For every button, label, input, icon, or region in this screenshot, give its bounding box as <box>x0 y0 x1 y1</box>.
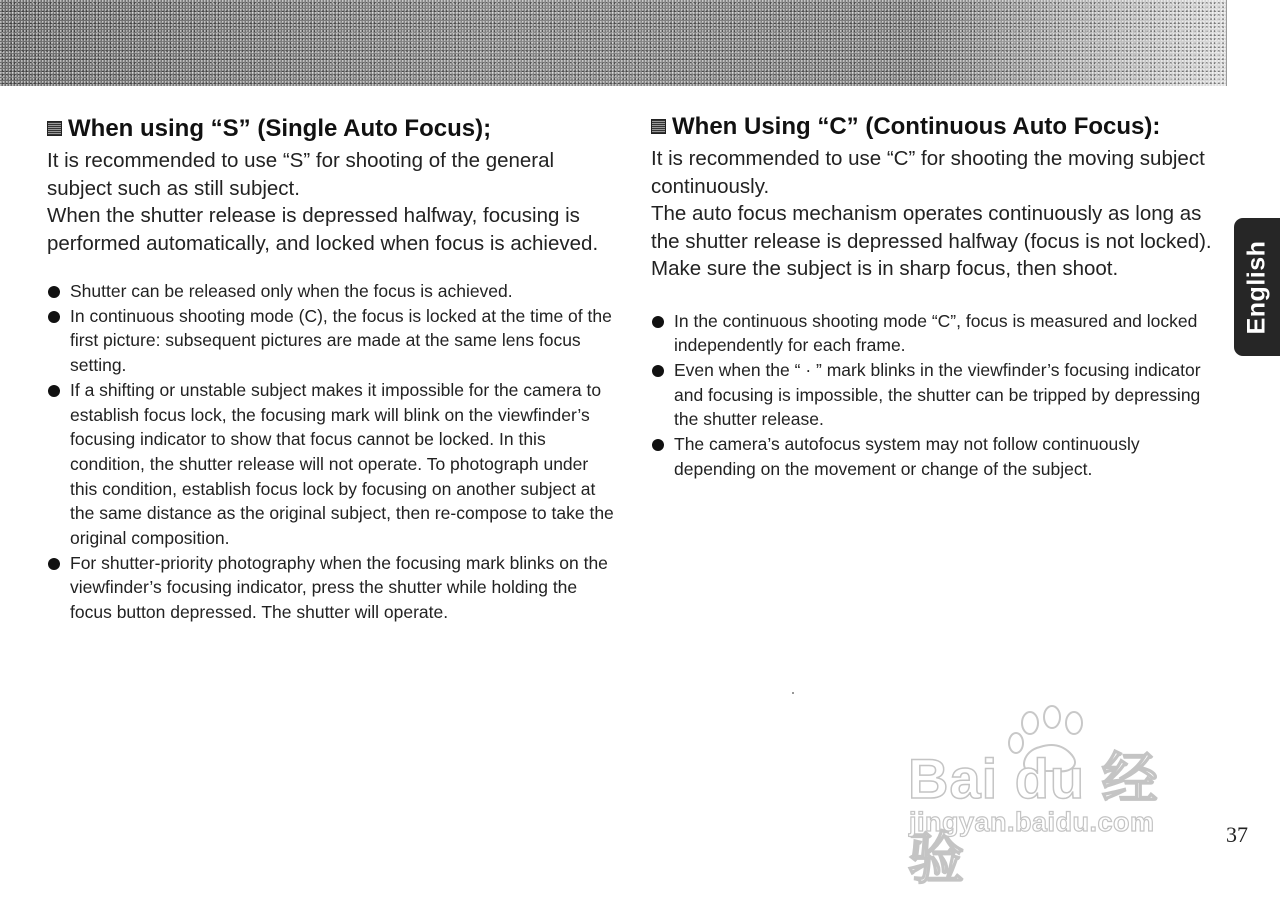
bullet-dot-icon <box>48 311 60 323</box>
intro-paragraph: It is recommended to use “C” for shooting the moving subject continuously. <box>651 147 1205 198</box>
intro-paragraph: The auto focus mechanism operates continuously as long as the shutter release is depressed halfway (focus is not locked). Make sure the subject is in sharp focus, then shoot. <box>651 202 1212 280</box>
list-item <box>651 432 1221 481</box>
note-list <box>651 309 1221 482</box>
square-bullet-icon <box>47 121 62 136</box>
section-single-auto-focus <box>47 112 617 625</box>
page-number: 37 <box>1226 822 1248 847</box>
list-item-text: In continuous shooting mode (C), the focus is locked at the time of the first picture: subsequent pictures are made at the same lens focus setting. <box>70 305 612 376</box>
language-tab-label: English <box>1242 240 1271 334</box>
bullet-dot-icon <box>48 558 60 570</box>
list-item <box>47 378 617 551</box>
list-item-text: Shutter can be released only when the focus is achieved. <box>70 281 513 301</box>
list-item-text: Even when the “ · ” mark blinks in the viewfinder’s focusing indicator and focusing is impossible, the shutter can be tripped by depressing the shutter release. <box>674 359 1201 430</box>
baidu-watermark <box>905 705 1205 890</box>
scan-speck <box>792 692 794 694</box>
list-item-text: If a shifting or unstable subject makes it impossible for the camera to establish focus lock, the focusing mark will blink on the viewfinder’s focusing indicator to show that focus cannot be locked. In this condition, the shutter release will not operate. To photograph under this condition, establish focus lock by focusing on another subject at the same distance as the original subject, then re-compose to take the original composition. <box>70 379 614 549</box>
list-item <box>47 551 617 625</box>
list-item-text: The camera’s autofocus system may not follow continuously depending on the movement or change of the subject. <box>674 434 1140 479</box>
section-heading-continuous-af <box>651 110 1221 143</box>
list-item <box>651 309 1221 358</box>
heading-text: When Using “C” (Continuous Auto Focus): <box>672 113 1161 140</box>
intro-paragraph: When the shutter release is depressed halfway, focusing is performed automatically, and locked when focus is achieved. <box>47 204 599 255</box>
language-side-tab <box>1234 218 1280 356</box>
square-bullet-icon <box>651 119 666 134</box>
bullet-dot-icon <box>652 439 664 451</box>
list-item-text: In the continuous shooting mode “C”, focus is measured and locked independently for each frame. <box>674 310 1198 356</box>
header-halftone-band <box>0 0 1227 86</box>
section-continuous-auto-focus <box>651 110 1221 481</box>
heading-text: When using “S” (Single Auto Focus); <box>68 115 492 142</box>
list-item <box>47 279 617 304</box>
section-heading-single-af <box>47 112 617 145</box>
list-item <box>651 358 1221 432</box>
intro-paragraph: It is recommended to use “S” for shooting of the general subject such as still subject. <box>47 149 555 200</box>
note-list <box>47 279 617 625</box>
list-item-text: For shutter-priority photography when the focusing mark blinks on the viewfinder’s focusing indicator, press the shutter while holding the focus button depressed. The shutter will operate. <box>70 552 608 623</box>
bullet-dot-icon <box>48 385 60 397</box>
bullet-dot-icon <box>652 365 664 377</box>
bullet-dot-icon <box>48 286 60 298</box>
list-item <box>47 304 617 378</box>
bullet-dot-icon <box>652 316 664 328</box>
watermark-brand: Bai du 经验 <box>908 747 1159 890</box>
watermark-url: jingyan.baidu.com <box>909 807 1155 837</box>
